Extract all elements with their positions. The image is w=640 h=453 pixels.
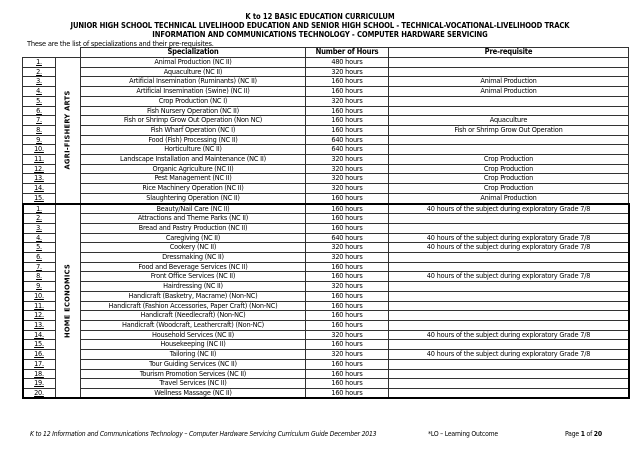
prerequisite-cell [389, 145, 629, 155]
hours-cell: 640 hours [306, 135, 389, 145]
row-number: 5. [23, 243, 56, 253]
intro-text: These are the list of specializations and their pre-requisites. [27, 39, 214, 48]
header-hours: Number of Hours [306, 48, 389, 58]
row-number: 12. [23, 164, 56, 174]
table-row [23, 272, 629, 282]
table-row [23, 301, 629, 311]
page-prefix: Page [565, 430, 581, 438]
hours-cell: 160 hours [306, 301, 389, 311]
row-number: 10. [23, 145, 56, 155]
hours-cell: 160 hours [306, 388, 389, 398]
prerequisite-cell: Animal Production [389, 77, 629, 87]
table-row [23, 233, 629, 243]
prerequisite-cell: 40 hours of the subject during exploratory Grade 7/8 [389, 204, 629, 214]
specialization-cell: Handicraft (Fashion Accessories, Paper Craft) (Non-NC) [81, 301, 306, 311]
prerequisite-cell [389, 320, 629, 330]
specialization-cell: Tourism Promotion Services (NC II) [81, 369, 306, 379]
table-row [23, 116, 629, 126]
prerequisite-cell [389, 214, 629, 224]
prerequisite-cell: Crop Production [389, 174, 629, 184]
table-row [23, 184, 629, 194]
table-row [23, 87, 629, 97]
current-page: 1 [580, 430, 585, 438]
page-number [565, 430, 602, 438]
table-row [23, 174, 629, 184]
hours-cell: 160 hours [306, 193, 389, 203]
specialization-cell: Fish Nursery Operation (NC II) [81, 106, 306, 116]
specialization-cell: Handicraft (Woodcraft, Leathercraft) (Non-NC) [81, 320, 306, 330]
category-text: AGRI-FISHERY ARTS [62, 90, 72, 170]
table-row [23, 262, 629, 272]
table-row [23, 106, 629, 116]
row-number: 11. [23, 155, 56, 165]
hours-cell: 160 hours [306, 369, 389, 379]
hours-cell: 160 hours [306, 340, 389, 350]
prerequisite-cell [389, 311, 629, 321]
prerequisite-cell: Crop Production [389, 164, 629, 174]
row-number: 3. [23, 223, 56, 233]
category-label [56, 58, 81, 204]
hours-cell: 320 hours [306, 243, 389, 253]
prerequisite-cell [389, 262, 629, 272]
prerequisite-cell [389, 67, 629, 77]
specialization-cell: Horticulture (NC II) [81, 145, 306, 155]
specialization-cell: Crop Production (NC I) [81, 96, 306, 106]
prerequisite-cell: 40 hours of the subject during exploratory Grade 7/8 [389, 350, 629, 360]
doc-subtitle: JUNIOR HIGH SCHOOL TECHNICAL LIVELIHOOD EDUCATION AND SENIOR HIGH SCHOOL - TECHNICAL-VOCATIONAL-LIVELIHOOD TRACK [70, 21, 570, 30]
hours-cell: 320 hours [306, 67, 389, 77]
table-header-row [23, 48, 629, 58]
table-row [23, 243, 629, 253]
hours-cell: 160 hours [306, 379, 389, 389]
prerequisite-cell [389, 359, 629, 369]
row-number: 19. [23, 379, 56, 389]
prerequisite-cell [389, 291, 629, 301]
table-row [23, 369, 629, 379]
total-pages: 20 [593, 430, 602, 438]
table-row [23, 96, 629, 106]
row-number: 17. [23, 359, 56, 369]
hours-cell: 160 hours [306, 223, 389, 233]
prerequisite-cell [389, 135, 629, 145]
hours-cell: 160 hours [306, 311, 389, 321]
row-number: 12. [23, 311, 56, 321]
specialization-cell: Tailoring (NC II) [81, 350, 306, 360]
hours-cell: 640 hours [306, 145, 389, 155]
prerequisite-cell: Crop Production [389, 184, 629, 194]
header-prerequisite: Pre-requisite [389, 48, 629, 58]
table-row [23, 340, 629, 350]
specialization-cell: Organic Agriculture (NC II) [81, 164, 306, 174]
table-row [23, 164, 629, 174]
prerequisite-cell: 40 hours of the subject during exploratory Grade 7/8 [389, 233, 629, 243]
specialization-cell: Slaughtering Operation (NC II) [81, 193, 306, 203]
row-number: 15. [23, 340, 56, 350]
table-row [23, 311, 629, 321]
prerequisite-cell: 40 hours of the subject during exploratory Grade 7/8 [389, 243, 629, 253]
hours-cell: 160 hours [306, 77, 389, 87]
specialization-cell: Fish or Shrimp Grow Out Operation (Non NC) [81, 116, 306, 126]
specialization-cell: Beauty/Nail Care (NC II) [81, 204, 306, 214]
table-row [23, 350, 629, 360]
table-row [23, 135, 629, 145]
specialization-cell: Attractions and Theme Parks (NC II) [81, 214, 306, 224]
group-agri-fishery [23, 58, 629, 204]
row-number: 7. [23, 262, 56, 272]
row-number: 10. [23, 291, 56, 301]
row-number: 1. [23, 204, 56, 214]
table-row [23, 223, 629, 233]
row-number: 14. [23, 330, 56, 340]
row-number: 1. [23, 58, 56, 68]
prerequisite-cell [389, 301, 629, 311]
table-row [23, 193, 629, 203]
specialization-cell: Fish Wharf Operation (NC I) [81, 125, 306, 135]
row-number: 6. [23, 106, 56, 116]
table-row [23, 125, 629, 135]
table-row [23, 282, 629, 292]
specialization-cell: Artificial Insemination (Swine) (NC II) [81, 87, 306, 97]
table-row [23, 320, 629, 330]
category-text: HOME ECONOMICS [62, 264, 72, 339]
prerequisite-cell [389, 58, 629, 68]
page-of: of [584, 430, 594, 438]
row-number: 5. [23, 96, 56, 106]
prerequisite-cell [389, 379, 629, 389]
prerequisite-cell [389, 106, 629, 116]
prerequisite-cell: 40 hours of the subject during exploratory Grade 7/8 [389, 272, 629, 282]
table-row [23, 155, 629, 165]
row-number: 2. [23, 214, 56, 224]
hours-cell: 160 hours [306, 87, 389, 97]
prerequisite-cell [389, 282, 629, 292]
header-specialization: Specialization [81, 48, 306, 58]
row-number: 9. [23, 282, 56, 292]
hours-cell: 320 hours [306, 174, 389, 184]
hours-cell: 480 hours [306, 58, 389, 68]
hours-cell: 160 hours [306, 359, 389, 369]
specialization-cell: Food and Beverage Services (NC II) [81, 262, 306, 272]
hours-cell: 320 hours [306, 253, 389, 263]
row-number: 11. [23, 301, 56, 311]
table-row [23, 214, 629, 224]
prerequisite-cell: Animal Production [389, 193, 629, 203]
hours-cell: 160 hours [306, 106, 389, 116]
specialization-cell: Food (Fish) Processing (NC II) [81, 135, 306, 145]
specialization-cell: Landscape Installation and Maintenance (NC II) [81, 155, 306, 165]
hours-cell: 320 hours [306, 282, 389, 292]
hours-cell: 160 hours [306, 116, 389, 126]
row-number: 9. [23, 135, 56, 145]
hours-cell: 640 hours [306, 233, 389, 243]
specialization-cell: Handicraft (Needlecraft) (Non-NC) [81, 311, 306, 321]
table-row [23, 291, 629, 301]
specialization-cell: Wellness Massage (NC II) [81, 388, 306, 398]
hours-cell: 320 hours [306, 164, 389, 174]
prerequisite-cell: 40 hours of the subject during exploratory Grade 7/8 [389, 330, 629, 340]
specialization-cell: Aquaculture (NC II) [81, 67, 306, 77]
doc-subject: INFORMATION AND COMMUNICATIONS TECHNOLOGY - COMPUTER HARDWARE SERVICING [152, 30, 488, 39]
prerequisite-cell: Fish or Shrimp Grow Out Operation [389, 125, 629, 135]
hours-cell: 160 hours [306, 204, 389, 214]
prerequisite-cell [389, 96, 629, 106]
specialization-cell: Handicraft (Basketry, Macrame) (Non-NC) [81, 291, 306, 301]
row-number: 15. [23, 193, 56, 203]
specialization-cell: Artificial Insemination (Ruminants) (NC II) [81, 77, 306, 87]
table-row [23, 77, 629, 87]
row-number: 8. [23, 125, 56, 135]
prerequisite-cell: Animal Production [389, 87, 629, 97]
specialization-cell: Front Office Services (NC II) [81, 272, 306, 282]
specialization-cell: Caregiving (NC II) [81, 233, 306, 243]
prerequisite-cell [389, 340, 629, 350]
hours-cell: 160 hours [306, 272, 389, 282]
row-number: 8. [23, 272, 56, 282]
specialization-cell: Travel Services (NC II) [81, 379, 306, 389]
row-number: 18. [23, 369, 56, 379]
table-row [23, 253, 629, 263]
prerequisite-cell [389, 253, 629, 263]
table-row [23, 359, 629, 369]
hours-cell: 160 hours [306, 291, 389, 301]
row-number: 16. [23, 350, 56, 360]
footer-guide: K to 12 Information and Communications Technology – Computer Hardware Servicing Curriculum Guide December 2013 [30, 430, 377, 438]
specialization-cell: Housekeeping (NC II) [81, 340, 306, 350]
prerequisite-cell [389, 223, 629, 233]
hours-cell: 160 hours [306, 320, 389, 330]
specialization-cell: Household Services (NC II) [81, 330, 306, 340]
row-number: 4. [23, 87, 56, 97]
hours-cell: 160 hours [306, 214, 389, 224]
specialization-cell: Animal Production (NC II) [81, 58, 306, 68]
doc-title: K to 12 BASIC EDUCATION CURRICULUM [245, 12, 395, 21]
table-row [23, 379, 629, 389]
category-label [56, 204, 81, 399]
hours-cell: 160 hours [306, 125, 389, 135]
row-number: 14. [23, 184, 56, 194]
hours-cell: 160 hours [306, 262, 389, 272]
row-number: 4. [23, 233, 56, 243]
prerequisite-cell: Aquaculture [389, 116, 629, 126]
row-number: 7. [23, 116, 56, 126]
table-row [23, 67, 629, 77]
prerequisite-cell: Crop Production [389, 155, 629, 165]
row-number: 13. [23, 174, 56, 184]
hours-cell: 320 hours [306, 184, 389, 194]
blank-header [23, 48, 81, 58]
hours-cell: 320 hours [306, 330, 389, 340]
table-row [23, 388, 629, 398]
table-row [23, 330, 629, 340]
prerequisite-cell [389, 369, 629, 379]
specialization-cell: Tour Guiding Services (NC II) [81, 359, 306, 369]
table-row [23, 145, 629, 155]
row-number: 3. [23, 77, 56, 87]
row-number: 6. [23, 253, 56, 263]
table-row [23, 58, 629, 68]
specializations-table [22, 47, 629, 399]
hours-cell: 320 hours [306, 96, 389, 106]
specialization-cell: Hairdressing (NC II) [81, 282, 306, 292]
row-number: 2. [23, 67, 56, 77]
hours-cell: 320 hours [306, 350, 389, 360]
row-number: 13. [23, 320, 56, 330]
prerequisite-cell [389, 388, 629, 398]
specialization-cell: Pest Management (NC II) [81, 174, 306, 184]
row-number: 20. [23, 388, 56, 398]
group-home-economics [23, 204, 629, 399]
footer-note: *LO – Learning Outcome [428, 430, 498, 438]
specialization-cell: Dressmaking (NC II) [81, 253, 306, 263]
specialization-cell: Cookery (NC II) [81, 243, 306, 253]
table-row [23, 204, 629, 214]
specialization-cell: Bread and Pastry Production (NC II) [81, 223, 306, 233]
hours-cell: 320 hours [306, 155, 389, 165]
specialization-cell: Rice Machinery Operation (NC II) [81, 184, 306, 194]
